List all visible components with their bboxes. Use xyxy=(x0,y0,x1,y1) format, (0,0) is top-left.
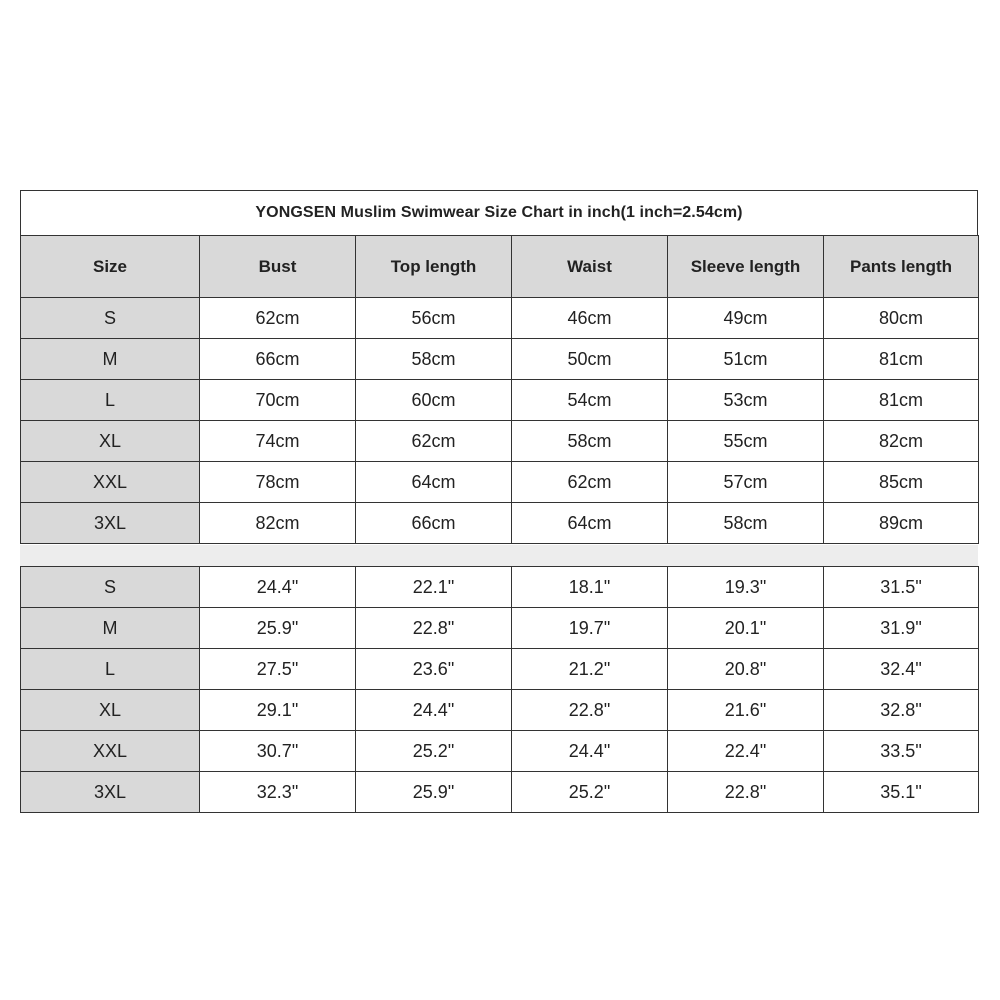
top-length-cell: 60cm xyxy=(356,380,512,421)
sleeve-length-cell: 22.4" xyxy=(668,731,824,772)
size-cell: XL xyxy=(21,421,200,462)
size-cell: XXL xyxy=(21,462,200,503)
pants-length-cell: 32.4" xyxy=(824,649,979,690)
inch-table-row xyxy=(21,567,979,608)
sleeve-length-cell: 57cm xyxy=(668,462,824,503)
size-cell: 3XL xyxy=(21,503,200,544)
size-cell: S xyxy=(21,567,200,608)
inch-table-row xyxy=(21,649,979,690)
waist-cell: 22.8" xyxy=(512,690,668,731)
sleeve-length-cell: 51cm xyxy=(668,339,824,380)
inch-table-row xyxy=(21,608,979,649)
size-cell: XXL xyxy=(21,731,200,772)
sleeve-length-cell: 55cm xyxy=(668,421,824,462)
pants-length-cell: 85cm xyxy=(824,462,979,503)
bust-cell: 70cm xyxy=(200,380,356,421)
pants-length-cell: 35.1" xyxy=(824,772,979,813)
bust-cell: 27.5" xyxy=(200,649,356,690)
top-length-cell: 56cm xyxy=(356,298,512,339)
header-row xyxy=(21,236,979,298)
waist-cell: 19.7" xyxy=(512,608,668,649)
cm-table-row xyxy=(21,380,979,421)
waist-cell: 24.4" xyxy=(512,731,668,772)
size-chart xyxy=(20,190,978,815)
pants-length-cell: 81cm xyxy=(824,380,979,421)
waist-cell: 21.2" xyxy=(512,649,668,690)
pants-length-cell: 33.5" xyxy=(824,731,979,772)
size-cell: L xyxy=(21,649,200,690)
inch-table-row xyxy=(21,690,979,731)
bust-cell: 78cm xyxy=(200,462,356,503)
bust-cell: 82cm xyxy=(200,503,356,544)
size-cell: S xyxy=(21,298,200,339)
sleeve-length-cell: 20.8" xyxy=(668,649,824,690)
pants-length-cell: 32.8" xyxy=(824,690,979,731)
bust-cell: 24.4" xyxy=(200,567,356,608)
size-cell: L xyxy=(21,380,200,421)
top-length-cell: 22.1" xyxy=(356,567,512,608)
sleeve-length-cell: 19.3" xyxy=(668,567,824,608)
table-separator xyxy=(20,545,978,566)
bust-cell: 25.9" xyxy=(200,608,356,649)
top-length-cell: 62cm xyxy=(356,421,512,462)
header-top-length: Top length xyxy=(356,236,512,298)
cm-size-table xyxy=(20,235,979,544)
top-length-cell: 25.9" xyxy=(356,772,512,813)
sleeve-length-cell: 53cm xyxy=(668,380,824,421)
waist-cell: 62cm xyxy=(512,462,668,503)
size-cell: 3XL xyxy=(21,772,200,813)
top-length-cell: 64cm xyxy=(356,462,512,503)
waist-cell: 54cm xyxy=(512,380,668,421)
waist-cell: 25.2" xyxy=(512,772,668,813)
bust-cell: 30.7" xyxy=(200,731,356,772)
sleeve-length-cell: 21.6" xyxy=(668,690,824,731)
pants-length-cell: 82cm xyxy=(824,421,979,462)
sleeve-length-cell: 20.1" xyxy=(668,608,824,649)
inch-table-row xyxy=(21,772,979,813)
cm-table-row xyxy=(21,421,979,462)
top-length-cell: 25.2" xyxy=(356,731,512,772)
top-length-cell: 22.8" xyxy=(356,608,512,649)
sleeve-length-cell: 49cm xyxy=(668,298,824,339)
waist-cell: 64cm xyxy=(512,503,668,544)
header-size: Size xyxy=(21,236,200,298)
top-length-cell: 23.6" xyxy=(356,649,512,690)
cm-table-row xyxy=(21,298,979,339)
cm-table-row xyxy=(21,462,979,503)
top-length-cell: 58cm xyxy=(356,339,512,380)
pants-length-cell: 80cm xyxy=(824,298,979,339)
header-pants-length: Pants length xyxy=(824,236,979,298)
waist-cell: 50cm xyxy=(512,339,668,380)
inch-size-table xyxy=(20,566,979,813)
size-cell: M xyxy=(21,608,200,649)
waist-cell: 18.1" xyxy=(512,567,668,608)
bust-cell: 62cm xyxy=(200,298,356,339)
waist-cell: 46cm xyxy=(512,298,668,339)
header-sleeve-length: Sleeve length xyxy=(668,236,824,298)
sleeve-length-cell: 22.8" xyxy=(668,772,824,813)
header-bust: Bust xyxy=(200,236,356,298)
top-length-cell: 24.4" xyxy=(356,690,512,731)
top-length-cell: 66cm xyxy=(356,503,512,544)
pants-length-cell: 31.5" xyxy=(824,567,979,608)
size-cell: XL xyxy=(21,690,200,731)
bust-cell: 29.1" xyxy=(200,690,356,731)
pants-length-cell: 81cm xyxy=(824,339,979,380)
size-cell: M xyxy=(21,339,200,380)
pants-length-cell: 31.9" xyxy=(824,608,979,649)
bust-cell: 74cm xyxy=(200,421,356,462)
cm-table-row xyxy=(21,339,979,380)
bust-cell: 32.3" xyxy=(200,772,356,813)
chart-title: YONGSEN Muslim Swimwear Size Chart in inch(1 inch=2.54cm) xyxy=(20,190,978,236)
cm-table-row xyxy=(21,503,979,544)
sleeve-length-cell: 58cm xyxy=(668,503,824,544)
inch-table-row xyxy=(21,731,979,772)
pants-length-cell: 89cm xyxy=(824,503,979,544)
bust-cell: 66cm xyxy=(200,339,356,380)
header-waist: Waist xyxy=(512,236,668,298)
waist-cell: 58cm xyxy=(512,421,668,462)
